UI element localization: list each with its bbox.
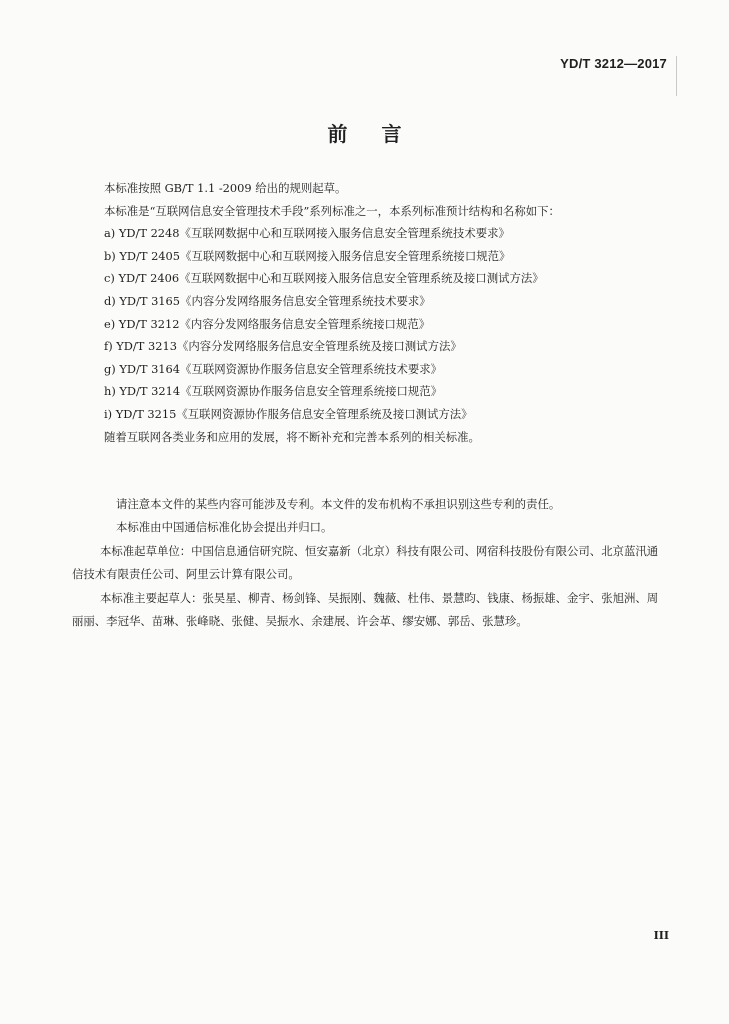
- list-item: e) YD/T 3212《内容分发网络服务信息安全管理系统接口规范》: [104, 316, 431, 331]
- page-title: [0, 118, 729, 147]
- list-item: a) YD/T 2248《互联网数据中心和互联网接入服务信息安全管理系统技术要求》: [104, 226, 510, 241]
- notes-section: [72, 493, 669, 633]
- drafting-units: 本标准起草单位：中国信息通信研究院、恒安嘉新（北京）科技有限公司、网宿科技股份有限公司、北京蓝汛通信技术有限责任公司、阿里云计算有限公司。: [72, 543, 659, 582]
- patent-note: 请注意本文件的某些内容可能涉及专利。本文件的发布机构不承担识别这些专利的责任。: [116, 497, 561, 511]
- list-item: f) YD/T 3213《内容分发网络服务信息安全管理系统及接口测试方法》: [104, 339, 462, 354]
- proposer-note: 本标准由中国通信标准化协会提出并归口。: [116, 520, 333, 535]
- closing-line: 随着互联网各类业务和应用的发展，将不断补充和完善本系列的相关标准。: [104, 429, 480, 444]
- list-item: h) YD/T 3214《互联网资源协作服务信息安全管理系统接口规范》: [104, 384, 443, 399]
- foreword-body: [88, 177, 655, 448]
- scan-edge-line: [676, 56, 677, 96]
- title-char-2: 言: [381, 122, 402, 146]
- drafters: 本标准主要起草人：张昊星、柳青、杨剑锋、吴振刚、魏薇、杜伟、景慧昀、钱康、杨振雄、金宇、张旭洲、周丽丽、李冠华、苗琳、张峰晓、张健、吴振水、余建展、许会革、缪安娜、郭岳、张慧珍。: [72, 590, 659, 629]
- page-number: III: [653, 929, 669, 942]
- list-item: g) YD/T 3164《互联网资源协作服务信息安全管理系统技术要求》: [104, 361, 443, 376]
- intro-line-2: 本标准是“互联网信息安全管理技术手段”系列标准之一，本系列标准预计结构和名称如下：: [104, 203, 560, 218]
- title-char-1: 前: [327, 122, 348, 146]
- list-item: d) YD/T 3165《内容分发网络服务信息安全管理系统技术要求》: [104, 293, 431, 308]
- list-item: i) YD/T 3215《互联网资源协作服务信息安全管理系统及接口测试方法》: [104, 406, 473, 421]
- intro-line-1: 本标准按照 GB/T 1.1 -2009 给出的规则起草。: [104, 181, 347, 195]
- list-item: b) YD/T 2405《互联网数据中心和互联网接入服务信息安全管理系统接口规范》: [104, 248, 511, 263]
- list-item: c) YD/T 2406《互联网数据中心和互联网接入服务信息安全管理系统及接口测试方法》: [104, 271, 544, 286]
- standard-number: YD/T 3212—2017: [560, 56, 667, 71]
